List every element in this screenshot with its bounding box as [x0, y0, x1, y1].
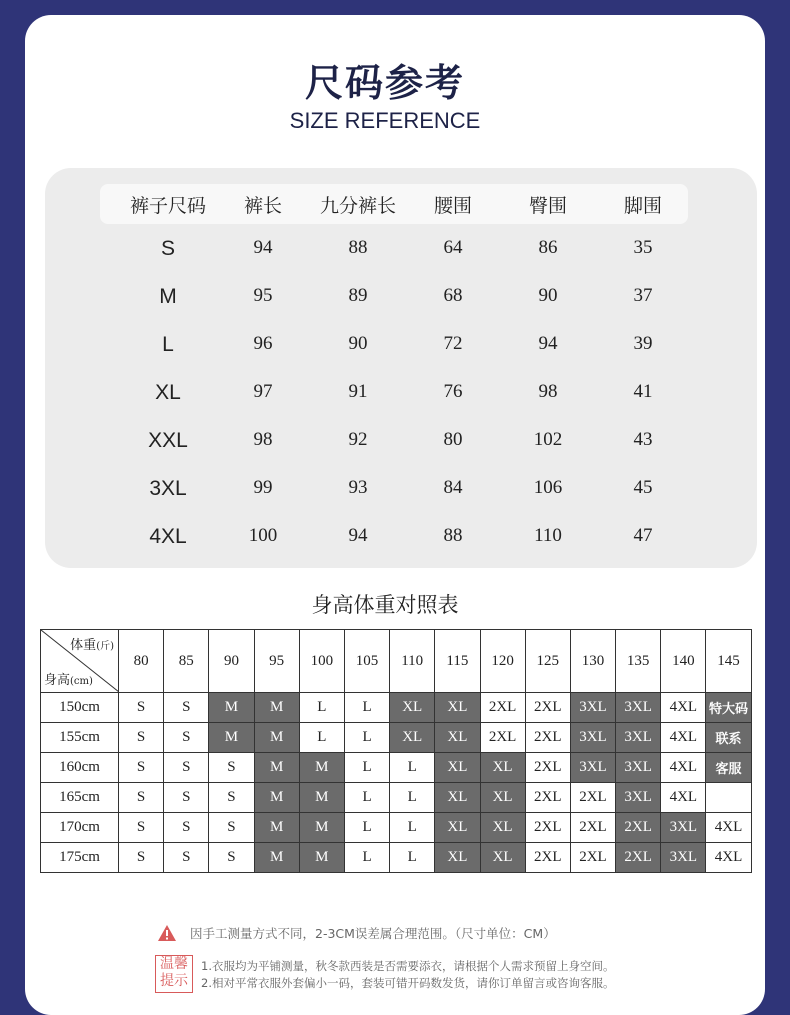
- height-cell: 160cm: [41, 753, 119, 783]
- height-cell: 165cm: [41, 783, 119, 813]
- size-cell: XL: [435, 753, 480, 783]
- size-value: 110: [534, 525, 562, 546]
- table-header-row: [41, 630, 752, 693]
- size-value: 43: [633, 429, 653, 450]
- weight-header: 135: [616, 630, 661, 693]
- size-table-panel: [45, 168, 757, 568]
- size-value: 95: [253, 285, 273, 306]
- size-cell: XL: [390, 693, 435, 723]
- table-row: [41, 843, 752, 873]
- size-cell: 3XL: [661, 843, 706, 873]
- size-cell: S: [164, 723, 209, 753]
- size-value: 91: [348, 381, 368, 402]
- size-table-header-3: 腰围: [433, 195, 472, 217]
- size-cell: M: [209, 693, 254, 723]
- size-value: 93: [348, 477, 368, 498]
- size-cell: M: [254, 843, 299, 873]
- size-value: 98: [538, 381, 558, 402]
- size-cell: 4XL: [661, 783, 706, 813]
- page-subtitle: SIZE REFERENCE: [289, 108, 481, 133]
- size-cell: XL: [390, 723, 435, 753]
- size-cell: S: [209, 813, 254, 843]
- height-weight-table: [40, 629, 752, 873]
- size-value: 92: [348, 429, 368, 450]
- height-cell: 150cm: [41, 693, 119, 723]
- size-cell: S: [164, 753, 209, 783]
- size-cell: 2XL: [480, 693, 525, 723]
- size-cell: 3XL: [661, 813, 706, 843]
- size-cell: 4XL: [706, 843, 751, 873]
- size-value: 35: [633, 237, 653, 258]
- height-cell: 175cm: [41, 843, 119, 873]
- size-cell: S: [119, 843, 164, 873]
- tip-text: [201, 958, 614, 992]
- size-cell: 4XL: [661, 693, 706, 723]
- size-label: 3XL: [149, 477, 187, 500]
- size-cell: 特大码: [706, 693, 751, 723]
- weight-unit: (斤): [96, 641, 114, 652]
- size-cell: L: [299, 693, 344, 723]
- size-value: 99: [253, 477, 273, 498]
- weight-header: 125: [525, 630, 570, 693]
- weight-header: 80: [119, 630, 164, 693]
- weight-label: 体重: [70, 638, 97, 653]
- size-cell: M: [254, 753, 299, 783]
- size-cell: 3XL: [570, 693, 615, 723]
- size-cell: L: [344, 783, 389, 813]
- size-cell: M: [254, 723, 299, 753]
- size-value: 88: [348, 237, 368, 258]
- size-cell: L: [344, 813, 389, 843]
- size-cell: 2XL: [616, 843, 661, 873]
- size-cell: 2XL: [616, 813, 661, 843]
- size-cell: 2XL: [570, 843, 615, 873]
- corner-cell: [41, 630, 119, 693]
- size-cell: M: [299, 843, 344, 873]
- size-cell: 2XL: [525, 813, 570, 843]
- weight-header: 140: [661, 630, 706, 693]
- size-cell: L: [344, 693, 389, 723]
- size-cell: L: [390, 843, 435, 873]
- measurement-note-text: 因手工测量方式不同，2-3CM误差属合理范围。（尺寸单位：CM）: [190, 926, 556, 941]
- table-row: [41, 693, 752, 723]
- size-cell: M: [254, 813, 299, 843]
- weight-header: 145: [706, 630, 751, 693]
- size-cell: L: [390, 813, 435, 843]
- size-table-header-5: 脚围: [623, 195, 662, 217]
- size-label: XL: [155, 381, 181, 404]
- size-cell: S: [164, 813, 209, 843]
- size-value: 90: [348, 333, 368, 354]
- weight-header: 100: [299, 630, 344, 693]
- size-cell: S: [119, 693, 164, 723]
- weight-header: 120: [480, 630, 525, 693]
- size-value: 89: [348, 285, 368, 306]
- size-cell: L: [390, 783, 435, 813]
- size-label: L: [162, 333, 174, 356]
- size-cell: XL: [435, 783, 480, 813]
- weight-axis-label: [70, 634, 114, 653]
- size-value: 88: [443, 525, 463, 546]
- size-value: 76: [443, 381, 463, 402]
- size-label: M: [159, 285, 177, 308]
- size-value: 100: [248, 525, 278, 546]
- tip-line-1: 1.衣服均为平铺测量，秋冬款西装是否需要添衣，请根据个人需求预留上身空间。: [201, 959, 615, 973]
- size-cell: S: [209, 843, 254, 873]
- weight-header: 85: [164, 630, 209, 693]
- size-value: 84: [443, 477, 463, 498]
- tip-badge: 温馨提示: [155, 955, 193, 993]
- warning-triangle-icon: [157, 924, 177, 942]
- size-cell: M: [209, 723, 254, 753]
- size-cell: S: [119, 723, 164, 753]
- size-cell: M: [254, 783, 299, 813]
- size-value: 80: [443, 429, 463, 450]
- table-row: [41, 753, 752, 783]
- size-cell: XL: [480, 783, 525, 813]
- size-cell: S: [164, 843, 209, 873]
- size-value: 45: [633, 477, 653, 498]
- weight-header: 95: [254, 630, 299, 693]
- size-value: 64: [443, 237, 463, 258]
- height-weight-title: 身高体重对照表: [311, 593, 459, 617]
- size-value: 41: [633, 381, 653, 402]
- size-cell: 客服: [706, 753, 751, 783]
- size-cell: 2XL: [570, 813, 615, 843]
- size-table-header-0: 裤子尺码: [129, 195, 206, 217]
- size-cell: 4XL: [661, 753, 706, 783]
- size-value: 94: [348, 525, 368, 546]
- size-value: 68: [443, 285, 463, 306]
- size-cell: XL: [435, 813, 480, 843]
- size-value: 98: [253, 429, 273, 450]
- size-cell: M: [299, 813, 344, 843]
- size-cell: 2XL: [570, 783, 615, 813]
- weight-header: 110: [390, 630, 435, 693]
- size-value: 97: [253, 381, 273, 402]
- size-cell: 联系: [706, 723, 751, 753]
- size-cell: 3XL: [616, 693, 661, 723]
- size-cell: XL: [435, 723, 480, 753]
- weight-header: 90: [209, 630, 254, 693]
- size-cell: S: [164, 693, 209, 723]
- size-cell: 2XL: [525, 753, 570, 783]
- size-cell: L: [390, 753, 435, 783]
- size-value: 94: [538, 333, 558, 354]
- size-cell: 2XL: [525, 693, 570, 723]
- weight-header: 130: [570, 630, 615, 693]
- size-cell: [706, 783, 751, 813]
- height-cell: 155cm: [41, 723, 119, 753]
- size-cell: XL: [435, 843, 480, 873]
- size-value: 37: [633, 285, 653, 306]
- size-label: S: [160, 237, 175, 260]
- size-cell: L: [344, 753, 389, 783]
- table-row: [41, 813, 752, 843]
- height-label: 身高: [44, 673, 71, 688]
- size-cell: M: [299, 783, 344, 813]
- tip-line-2: 2.相对平常衣服外套偏小一码，套装可错开码数发货，请你订单留言或咨询客服。: [201, 976, 615, 990]
- size-cell: S: [119, 753, 164, 783]
- size-cell: L: [299, 723, 344, 753]
- size-value: 39: [633, 333, 653, 354]
- size-cell: S: [209, 753, 254, 783]
- size-cell: 2XL: [525, 843, 570, 873]
- size-cell: S: [119, 813, 164, 843]
- height-axis-label: [44, 669, 93, 688]
- size-cell: XL: [480, 813, 525, 843]
- size-label: XXL: [148, 429, 188, 452]
- height-unit: (cm): [70, 676, 93, 687]
- size-value: 47: [633, 525, 653, 546]
- size-cell: 3XL: [616, 753, 661, 783]
- size-cell: 3XL: [570, 723, 615, 753]
- size-cell: 2XL: [525, 783, 570, 813]
- size-value: 96: [253, 333, 273, 354]
- size-table-header-2: 九分裤长: [319, 195, 396, 217]
- size-cell: 3XL: [616, 783, 661, 813]
- size-cell: 3XL: [616, 723, 661, 753]
- size-value: 106: [533, 477, 563, 498]
- size-cell: S: [164, 783, 209, 813]
- size-cell: 4XL: [661, 723, 706, 753]
- size-cell: S: [209, 783, 254, 813]
- size-value: 72: [443, 333, 463, 354]
- size-label: 4XL: [149, 525, 187, 548]
- size-table-header-4: 臀围: [528, 195, 567, 217]
- size-table-header-1: 裤长: [243, 195, 282, 217]
- size-cell: XL: [480, 753, 525, 783]
- size-cell: S: [119, 783, 164, 813]
- size-value: 102: [533, 429, 563, 450]
- size-cell: 3XL: [570, 753, 615, 783]
- size-cell: XL: [435, 693, 480, 723]
- size-cell: M: [299, 753, 344, 783]
- weight-header: 105: [344, 630, 389, 693]
- height-cell: 170cm: [41, 813, 119, 843]
- size-cell: 4XL: [706, 813, 751, 843]
- page-title: 尺码参考: [304, 61, 465, 105]
- size-cell: 2XL: [480, 723, 525, 753]
- size-cell: L: [344, 723, 389, 753]
- size-cell: M: [254, 693, 299, 723]
- table-row: [41, 723, 752, 753]
- size-value: 90: [538, 285, 558, 306]
- table-row: [41, 783, 752, 813]
- size-cell: L: [344, 843, 389, 873]
- weight-header: 115: [435, 630, 480, 693]
- size-cell: 2XL: [525, 723, 570, 753]
- size-value: 94: [253, 237, 273, 258]
- size-cell: XL: [480, 843, 525, 873]
- size-value: 86: [538, 237, 558, 258]
